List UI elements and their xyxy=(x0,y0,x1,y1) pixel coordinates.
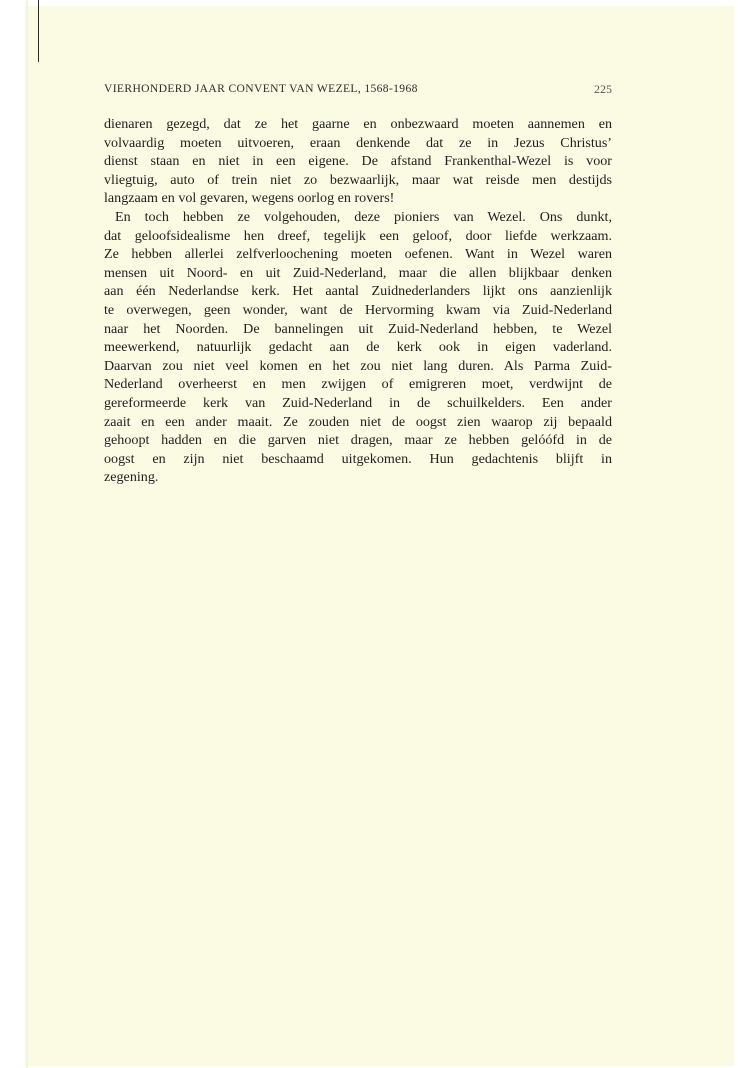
page-number: 225 xyxy=(594,82,612,96)
text-line: dienst staan en niet in een eigene. De afstand Frankenthal-Wezel is voor xyxy=(104,153,612,170)
text-line: zaait en een ander maait. Ze zouden niet de oogst zien waarop zij bepaald xyxy=(104,413,612,430)
text-line: Ze hebben allerlei zelfverloochening moeten oefenen. Want in Wezel waren xyxy=(104,246,612,263)
text-line: naar het Noorden. De bannelingen uit Zuid-Nederland hebben, te Wezel xyxy=(104,320,612,337)
text-line: En toch hebben ze volgehouden, deze pioniers van Wezel. Ons dunkt, xyxy=(115,208,612,225)
text-line: meewerkend, natuurlijk gedacht aan de kerk ook in eigen vaderland. xyxy=(104,339,612,356)
running-head-title: VIERHONDERD JAAR CONVENT VAN WEZEL, 1568-1968 xyxy=(104,82,418,95)
text-line: mensen uit Noord- en uit Zuid-Nederland, maar die allen blijkbaar denken xyxy=(104,264,612,281)
text-line: Daarvan zou niet veel komen en het zou niet lang duren. Als Parma Zuid- xyxy=(104,357,612,374)
text-line: volvaardig moeten uitvoeren, eraan denkende dat ze in Jezus Christus’ xyxy=(104,134,612,151)
text-line: Nederland overheerst en men zwijgen of emigreren moet, verdwijnt de xyxy=(104,376,612,393)
text-line: dienaren gezegd, dat ze het gaarne en onbezwaard moeten aannemen en xyxy=(104,116,612,132)
gutter-margin xyxy=(0,0,28,1068)
text-line: zegening. xyxy=(104,469,159,486)
text-line: gereformeerde kerk van Zuid-Nederland in de schuilkelders. Een ander xyxy=(104,394,612,411)
text-line: langzaam en vol gevaren, wegens oorlog en rovers! xyxy=(104,190,395,207)
text-line: dat geloofsidealisme hen dreef, tegelijk een geloof, door liefde werkzaam. xyxy=(104,227,612,244)
binding-edge-line xyxy=(38,0,39,62)
text-line: oogst en zijn niet beschaamd uitgekomen. Hun gedachtenis blijft in xyxy=(104,450,612,467)
running-head xyxy=(104,82,612,98)
body-text xyxy=(104,115,612,487)
text-line: te overwegen, geen wonder, want de Hervorming kwam via Zuid-Nederland xyxy=(104,301,612,318)
text-line: gehoopt hadden en die garven niet dragen, maar ze hebben gelóófd in de xyxy=(104,432,612,449)
text-line: aan één Nederlandse kerk. Het aantal Zuidnederlanders lijkt ons aanzienlijk xyxy=(104,283,612,300)
text-line: vliegtuig, auto of trein niet zo bezwaarlijk, maar wat reisde men destijds xyxy=(104,171,612,188)
